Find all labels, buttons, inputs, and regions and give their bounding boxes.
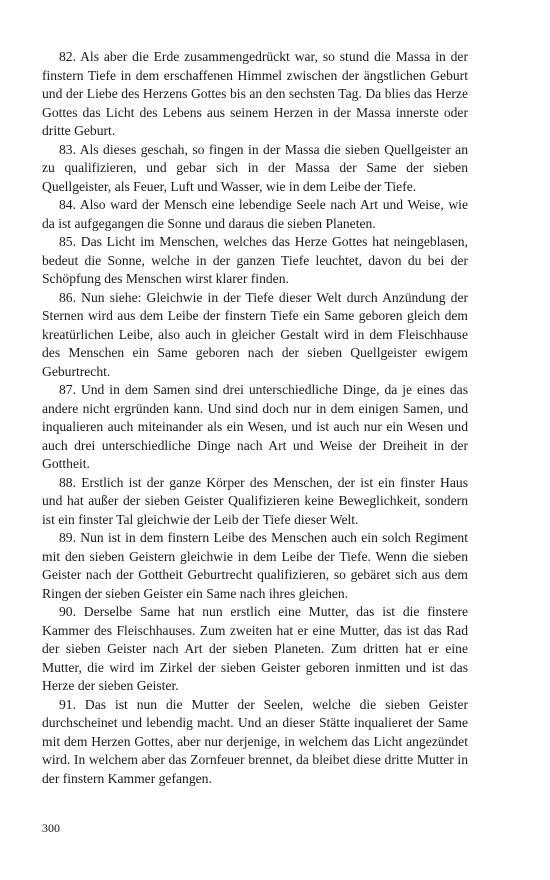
paragraph-85: 85. Das Licht im Menschen, welches das Herze Gottes hat neingeblasen, bedeut die Sonne, welche in der ganzen Tiefe leuchtet, davon du bei der Schöpfung des Menschen wirst klarer finden.	[42, 234, 468, 286]
paragraph-83: 83. Als dieses geschah, so fingen in der Massa die sieben Quellgeister an zu qualifizieren, und gebar sich in der Massa der Same der sieben Quellgeister, als Feuer, Luft und Wasser, wie in dem Leibe der Tiefe.	[42, 141, 468, 194]
paragraph-86: 86. Nun siehe: Gleichwie in der Tiefe dieser Welt durch Anzündung der Sternen wird aus dem Leibe der finstern Tiefe ein Same geboren gleich dem kreatürlichen Leibe, also auch in gleicher Gestalt wird in dem Fleischhause des Menschen ein Same geboren nach der sieben Quellgeister ewigem Geburtrecht.	[42, 289, 468, 379]
paragraph-90: 90. Derselbe Same hat nun erstlich eine Mutter, das ist die finstere Kammer des Fleischhauses. Zum zweiten hat er eine Mutter, das ist das Rad der sieben Geister nach Art der sieben Planeten. Zum dritten hat er eine Mutter, die wird im Zirkel der sieben Geister geboren inmitten und ist das Herze der sieben Geister.	[42, 604, 468, 693]
paragraph-84: 84. Also ward der Mensch eine lebendige Seele nach Art und Weise, wie da ist aufgegangen die Sonne und daraus die sieben Planeten.	[42, 197, 468, 231]
paragraph-87: 87. Und in dem Samen sind drei unterschiedliche Dinge, da je eines das andere nicht ergründen kann. Und sind doch nur in dem einigen Samen, und inqualieren auch miteinander als ein Wesen, und ist auch nur ein Wesen und auch drei unterschiedliche Dinge nach Art und Weise der Dreiheit in der Gottheit.	[42, 382, 468, 471]
paragraph-89: 89. Nun ist in dem finstern Leibe des Menschen auch ein solch Regiment mit den sieben Geistern gleichwie in dem Leibe der Tiefe. Wenn die sieben Geister nach der Gottheit Geburtrecht qualifizieren, so gebäret sich aus dem Ringen der sieben Geister ein Same nach ihres gleichen.	[42, 530, 468, 601]
paragraph-82: 82. Als aber die Erde zusammengedrückt war, so stund die Massa in der finstern Tiefe in dem erschaffenen Himmel zwischen der ängstlichen Geburt und der Liebe des Herzens Gottes bis an den sechsten Tag. Da blies das Herze Gottes das Licht des Lebens aus seinem Herzen in der Massa innerste oder dritte Geburt.	[42, 49, 468, 138]
paragraph-91: 91. Das ist nun die Mutter der Seelen, welche die sieben Geister durchscheinet und lebendig macht. Und an dieser Stätte inqualieret der Same mit dem Herzen Gottes, aber nur derjenige, in welchem das Licht angezündet wird. In welchem aber das Zornfeuer brennet, da bleibet diese dritte Mutter in der finstern Kammer gefangen.	[42, 696, 468, 786]
page-number: 300	[42, 821, 60, 835]
paragraph-88: 88. Erstlich ist der ganze Körper des Menschen, der ist ein finster Haus und hat außer der sieben Geister Qualifizieren keine Beweglichkeit, sondern ist ein finster Tal gleichwie der Leib der Tiefe dieser Welt.	[42, 474, 468, 527]
page-text	[42, 48, 468, 788]
